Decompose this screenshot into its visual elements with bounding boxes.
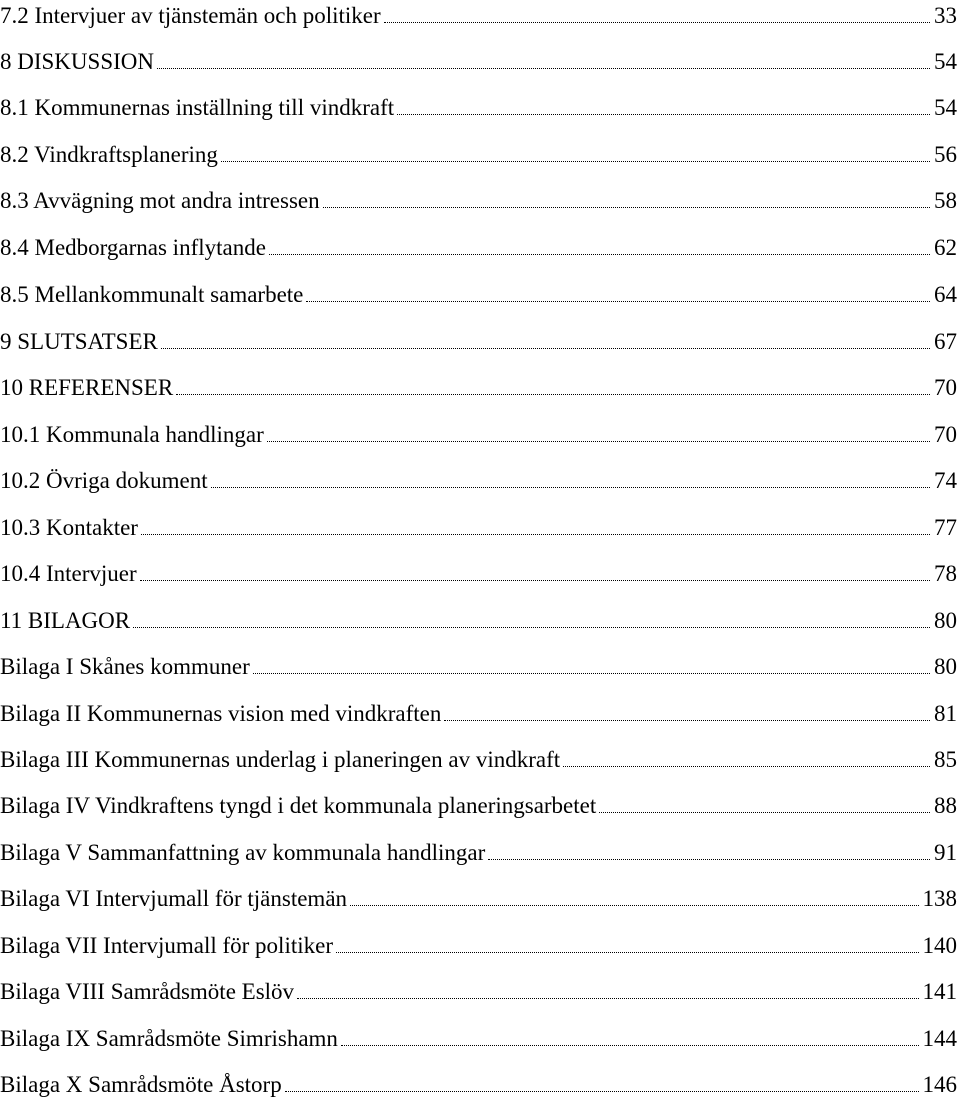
dot-leader xyxy=(397,114,930,115)
toc-entry[interactable] xyxy=(0,879,957,913)
toc-entry[interactable] xyxy=(0,228,957,262)
dot-leader xyxy=(563,766,930,767)
toc-entry-label: 10 REFERENSER xyxy=(0,375,174,400)
toc-entry-page: 70 xyxy=(934,375,957,400)
toc-entry-label: 11 BILAGOR xyxy=(0,608,131,633)
toc-entry[interactable] xyxy=(0,461,957,495)
toc-entry-page: 80 xyxy=(934,608,957,633)
toc-entry-page: 54 xyxy=(934,49,957,74)
toc-entry-label: Bilaga V Sammanfattning av kommunala handlingar xyxy=(0,840,486,865)
toc-entry-page: 58 xyxy=(934,188,957,213)
dot-leader xyxy=(444,720,930,721)
toc-entry[interactable] xyxy=(0,508,957,542)
toc-entry-page: 81 xyxy=(934,701,957,726)
toc-entry-page: 88 xyxy=(934,793,957,818)
toc-entry[interactable] xyxy=(0,368,957,402)
toc-entry-label: 8.4 Medborgarnas inflytande xyxy=(0,235,266,260)
toc-entry-page: 54 xyxy=(934,95,957,120)
toc-entry[interactable] xyxy=(0,554,957,588)
dot-leader xyxy=(384,22,930,23)
toc-entry-page: 138 xyxy=(922,886,957,911)
dot-leader xyxy=(140,580,930,581)
dot-leader xyxy=(141,534,930,535)
toc-entry-label: Bilaga VIII Samrådsmöte Eslöv xyxy=(0,979,295,1004)
toc-entry[interactable] xyxy=(0,972,957,1006)
toc-entry-label: 10.4 Intervjuer xyxy=(0,561,137,586)
toc-entry-label: 8.3 Avvägning mot andra intressen xyxy=(0,188,320,213)
toc-entry-page: 67 xyxy=(934,329,957,354)
toc-entry-page: 91 xyxy=(934,840,957,865)
toc-entry-page: 146 xyxy=(922,1072,957,1097)
toc-entry[interactable] xyxy=(0,833,957,867)
toc-entry-label: 10.1 Kommunala handlingar xyxy=(0,422,264,447)
toc-entry[interactable] xyxy=(0,88,957,122)
toc-entry-page: 78 xyxy=(934,561,957,586)
dot-leader xyxy=(285,1091,919,1092)
dot-leader xyxy=(221,161,930,162)
toc-entry-page: 70 xyxy=(934,422,957,447)
toc-entry-label: 7.2 Intervjuer av tjänstemän och politiker xyxy=(0,3,381,28)
dot-leader xyxy=(341,1045,919,1046)
dot-leader xyxy=(323,207,930,208)
dot-leader xyxy=(133,627,930,628)
toc-entry[interactable] xyxy=(0,181,957,215)
toc-entry[interactable] xyxy=(0,601,957,635)
toc-entry-label: 8.2 Vindkraftsplanering xyxy=(0,142,218,167)
dot-leader xyxy=(599,812,930,813)
toc-entry-page: 141 xyxy=(922,979,957,1004)
toc-entry-label: Bilaga X Samrådsmöte Åstorp xyxy=(0,1072,282,1097)
toc-entry-page: 64 xyxy=(934,282,957,307)
toc-entry[interactable] xyxy=(0,0,957,30)
toc-entry-page: 85 xyxy=(934,747,957,772)
toc-entry-label: Bilaga VI Intervjumall för tjänstemän xyxy=(0,886,348,911)
toc-entry-page: 144 xyxy=(922,1026,957,1051)
toc-entry[interactable] xyxy=(0,1065,957,1099)
toc-entry[interactable] xyxy=(0,275,957,309)
toc-entry-label: 8.1 Kommunernas inställning till vindkraft xyxy=(0,95,395,120)
dot-leader xyxy=(336,952,919,953)
toc-entry[interactable] xyxy=(0,415,957,449)
toc-entry-label: Bilaga III Kommunernas underlag i planeringen av vindkraft xyxy=(0,747,561,772)
toc-entry[interactable] xyxy=(0,740,957,774)
toc-entry-label: 8 DISKUSSION xyxy=(0,49,154,74)
toc-entry-page: 33 xyxy=(934,3,957,28)
dot-leader xyxy=(211,487,930,488)
toc-entry-page: 56 xyxy=(934,142,957,167)
dot-leader xyxy=(350,905,918,906)
toc-entry-page: 140 xyxy=(922,933,957,958)
dot-leader xyxy=(161,348,930,349)
toc-entry-page: 77 xyxy=(934,515,957,540)
toc-entry-label: 10.3 Kontakter xyxy=(0,515,138,540)
toc-entry[interactable] xyxy=(0,42,957,76)
dot-leader xyxy=(253,673,930,674)
toc-entry-label: Bilaga II Kommunernas vision med vindkraften xyxy=(0,701,442,726)
toc-entry[interactable] xyxy=(0,694,957,728)
toc-entry[interactable] xyxy=(0,135,957,169)
toc-entry-label: Bilaga IX Samrådsmöte Simrishamn xyxy=(0,1026,338,1051)
dot-leader xyxy=(267,441,930,442)
toc-entry-label: Bilaga I Skånes kommuner xyxy=(0,654,250,679)
dot-leader xyxy=(488,859,930,860)
toc-entry-page: 74 xyxy=(934,468,957,493)
toc-entry[interactable] xyxy=(0,926,957,960)
toc-entry-page: 80 xyxy=(934,654,957,679)
toc-entry[interactable] xyxy=(0,322,957,356)
toc-entry-label: 8.5 Mellankommunalt samarbete xyxy=(0,282,304,307)
dot-leader xyxy=(176,394,930,395)
dot-leader xyxy=(269,254,930,255)
toc-entry-page: 62 xyxy=(934,235,957,260)
toc-entry[interactable] xyxy=(0,647,957,681)
toc-entry-label: Bilaga VII Intervjumall för politiker xyxy=(0,933,333,958)
dot-leader xyxy=(297,998,918,999)
dot-leader xyxy=(157,68,930,69)
toc-entry[interactable] xyxy=(0,786,957,820)
dot-leader xyxy=(306,301,930,302)
toc-entry-label: 10.2 Övriga dokument xyxy=(0,468,208,493)
toc-entry[interactable] xyxy=(0,1019,957,1053)
toc-entry-label: Bilaga IV Vindkraftens tyngd i det kommunala planeringsarbetet xyxy=(0,793,597,818)
toc-entry-label: 9 SLUTSATSER xyxy=(0,329,158,354)
